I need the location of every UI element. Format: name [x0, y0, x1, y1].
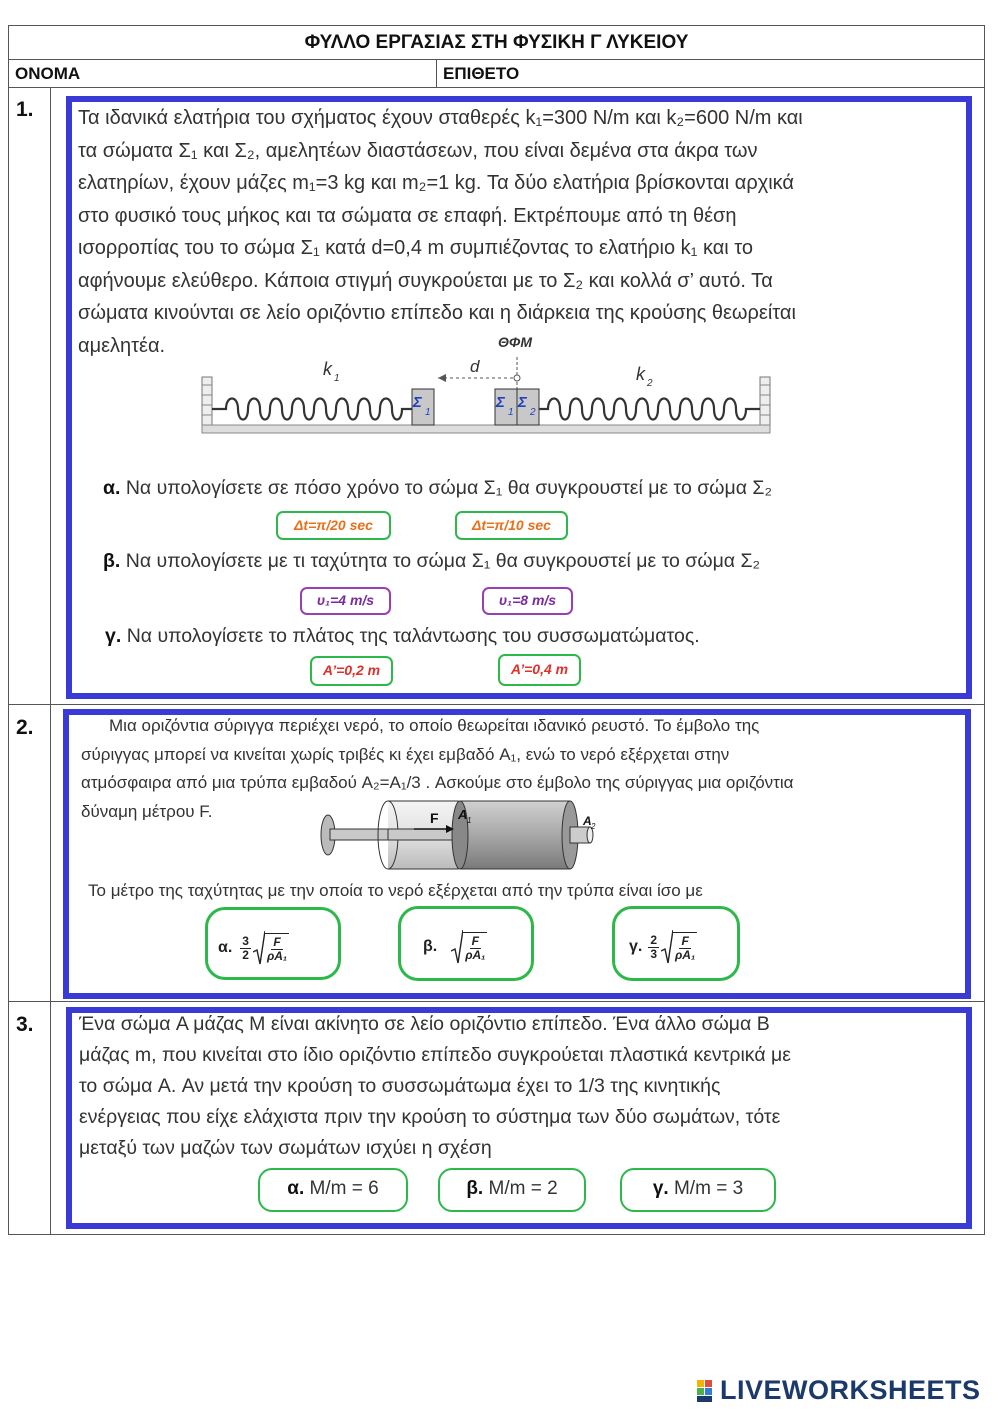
equilibrium-marker: [514, 375, 520, 381]
q1c-option-1-label: A’=0,2 m: [322, 662, 381, 678]
figure-sigma-label: Σ: [413, 394, 422, 411]
q1a-letter: α.: [103, 477, 121, 499]
q3-line: το σώμα A. Αν μετά την κρούση το συσσωμάτωμα έχει το 1/3 της κινητικής: [79, 1075, 721, 1097]
q1-subquestion-b: [103, 550, 760, 573]
question-1-text: [78, 102, 968, 362]
figure-sigma-label: Σ: [518, 394, 527, 411]
q1a-option-2-label: Δt=π/10 sec: [472, 517, 551, 533]
spring-k2: [539, 399, 760, 420]
q1b-option-1-label: υ₁=4 m/s: [316, 592, 375, 608]
q2b-radicand: [463, 932, 487, 962]
q1b-letter: β.: [103, 550, 121, 572]
q2-line: σύριγγας μπορεί να κινείται χωρίς τριβές κι έχει εμβαδό A₁, ενώ το νερό εξέρχεται στην: [81, 744, 730, 764]
q3a-letter: α.: [287, 1178, 305, 1199]
figure-thfm-label: ΘΦΜ: [498, 334, 533, 350]
worksheet-title-cell: [8, 25, 985, 60]
radical-icon: [253, 930, 265, 966]
row-divider-1: [8, 704, 985, 705]
figure-k2-label: k: [636, 364, 645, 384]
q1-line: ελατηρίων, έχουν μάζες m₁=3 kg και m₂=1 kg. Τα δύο ελατήρια βρίσκονται αρχικά: [78, 172, 794, 194]
liveworksheets-logo: LIVEWORKSHEETS: [720, 1375, 981, 1405]
liveworksheets-logo-icon: [697, 1380, 719, 1402]
q1-subquestion-a: [103, 477, 772, 500]
q2a-coefficient: [240, 935, 251, 962]
q2b-letter: β.: [423, 938, 438, 955]
q1-line: αφήνουμε ελεύθερο. Κάποια στιγμή συγκρούεται με το Σ₂ και κολλά σ’ αυτό. Τα: [78, 269, 773, 292]
q1c-letter: γ.: [105, 625, 122, 647]
q1c-text: Να υπολογίσετε το πλάτος της ταλάντωσης του συσσωματώματος.: [126, 625, 700, 647]
q2a-coef-num: 3: [242, 933, 249, 948]
q1c-option-1[interactable]: [310, 656, 393, 686]
q1c-option-2[interactable]: [498, 654, 581, 686]
q3-line: ενέργειας που είχε ελάχιστα πριν την κρούση το σύστημα των δύο σωμάτων, τότε: [79, 1106, 781, 1128]
name-cell[interactable]: [8, 59, 437, 88]
q3c-letter: γ.: [652, 1178, 669, 1199]
q2-question: Το μέτρο της ταχύτητας με την οποία το νερό εξέρχεται από την τρύπα είναι ίσο με: [88, 881, 703, 900]
q2c-rad-num: F: [681, 934, 689, 948]
figure-k2-sub: 2: [647, 378, 653, 389]
surname-label: ΕΠΙΘΕΤΟ: [443, 64, 520, 83]
q2b-rad-den: ρA₁: [465, 948, 486, 962]
q1-line: στο φυσικό τους μήκος και τα σώματα σε επαφή. Εκτρέπουμε από τη θέση: [78, 204, 737, 227]
radical-icon: [451, 929, 463, 965]
d-arrowhead: [438, 374, 446, 382]
q3b-letter: β.: [466, 1178, 484, 1199]
q1-line: σώματα κινούνται σε λείο οριζόντιο επίπεδο και η διάρκεια της κρούσης θεωρείται: [78, 302, 796, 324]
q1-line: αμελητέα.: [78, 334, 166, 357]
figure-sub-label: 1: [508, 407, 514, 418]
worksheet-title: ΦΥΛΛΟ ΕΡΓΑΣΙΑΣ ΣΤΗ ΦΥΣΙΚΗ Γ ΛΥΚΕΙΟΥ: [304, 32, 689, 53]
q1a-option-1-label: Δt=π/20 sec: [294, 517, 373, 533]
figure-A1-sub: 1: [467, 816, 472, 825]
q1a-text: Να υπολογίσετε σε πόσο χρόνο το σώμα Σ₁ θα συγκρουστεί με το σώμα Σ₂: [125, 477, 773, 499]
q3-option-a[interactable]: [258, 1168, 408, 1212]
q2a-letter: α.: [218, 939, 233, 956]
q3-line: μεταξύ των μαζών των σωμάτων ισχύει η σχέση: [79, 1137, 492, 1159]
q2a-rad-num: F: [273, 935, 281, 949]
table-column-divider: [50, 87, 51, 1235]
figure-A2-sub: 2: [591, 822, 596, 831]
question-number-3: 3.: [16, 1013, 34, 1036]
q2c-coef-num: 2: [650, 932, 658, 947]
q2-option-a[interactable]: [205, 907, 341, 980]
question-number-2: 2.: [16, 716, 34, 739]
floor: [202, 425, 770, 433]
row-divider-2: [8, 1001, 985, 1002]
q1-line: τα σώματα Σ₁ και Σ₂, αμελητέων διαστάσεων, που είναι δεμένα στα άκρα των: [78, 139, 758, 162]
syringe-figure: [318, 795, 608, 875]
q2-option-c[interactable]: [612, 906, 740, 981]
q2c-rad-den: ρA₁: [675, 948, 696, 962]
q2-line: ατμόσφαιρα από μια τρύπα εμβαδού A₂=A₁/3 . Ασκούμε στο έμβολο της σύριγγας μια οριζόντια: [81, 773, 794, 792]
q3-line: Ένα σώμα A μάζας M είναι ακίνητο σε λείο οριζόντιο επίπεδο. Ένα άλλο σώμα B: [79, 1013, 770, 1035]
name-label: ΟΝΟΜΑ: [15, 64, 81, 83]
q1-line: Τα ιδανικά ελατήρια του σχήματος έχουν σταθερές k₁=300 N/m και k₂=600 N/m και: [78, 107, 803, 129]
q2b-rad-num: F: [471, 934, 479, 948]
spring-k1: [212, 399, 412, 420]
q1a-option-2[interactable]: [455, 511, 568, 540]
q3-option-b[interactable]: [438, 1168, 586, 1212]
springs-figure: [198, 325, 783, 440]
figure-sigma-label: Σ: [496, 394, 505, 411]
q2c-coefficient: [648, 934, 659, 961]
q2a-radicand: [265, 933, 289, 963]
surname-cell[interactable]: [436, 59, 985, 88]
q2-option-b[interactable]: [398, 906, 534, 981]
q2-line: Μια οριζόντια σύριγγα περιέχει νερό, το οποίο θεωρείται ιδανικό ρευστό. Το έμβολο της: [109, 716, 760, 735]
q1b-option-1[interactable]: [300, 587, 391, 615]
q3c-text: M/m = 3: [673, 1178, 744, 1199]
figure-A2-label: A: [583, 814, 592, 828]
q2a-coef-den: 2: [242, 947, 249, 962]
figure-F-label: F: [430, 810, 439, 826]
q3b-text: M/m = 2: [488, 1178, 558, 1199]
water-section: [460, 801, 570, 869]
q3a-text: M/m = 6: [309, 1178, 379, 1199]
figure-d-label: d: [470, 357, 480, 376]
q2c-letter: γ.: [629, 938, 643, 955]
figure-A1-label: A: [458, 807, 468, 822]
q2-line: δύναμη μέτρου F.: [81, 801, 213, 821]
question-3-text: [79, 1009, 964, 1164]
q3-option-c[interactable]: [620, 1168, 776, 1212]
q2a-rad-den: ρA₁: [266, 949, 288, 963]
q1b-option-2[interactable]: [482, 587, 573, 615]
radical-icon: [661, 929, 673, 965]
q1a-option-1[interactable]: [276, 511, 391, 540]
figure-sub-label: 2: [530, 407, 536, 418]
figure-k1-label: k: [323, 359, 332, 379]
q1c-option-2-label: A’=0,4 m: [510, 661, 569, 677]
q2c-radicand: [673, 932, 697, 962]
q2c-coef-den: 3: [650, 946, 658, 961]
q1b-option-2-label: υ₁=8 m/s: [498, 592, 557, 608]
q3-line: μάζας m, που κινείται στο ίδιο οριζόντιο επίπεδο συγκρούεται πλαστικά κεντρικά με: [79, 1044, 791, 1066]
q1-line: ισορροπίας του το σώμα Σ₁ κατά d=0,4 m συμπιέζοντας το ελατήριο k₁ και το: [78, 237, 754, 259]
question-number-1: 1.: [16, 98, 34, 121]
q1b-text: Να υπολογίσετε με τι ταχύτητα το σώμα Σ₁ θα συγκρουστεί με το σώμα Σ₂: [125, 550, 761, 572]
figure-k1-sub: 1: [334, 373, 340, 384]
q1-subquestion-c: [105, 625, 700, 648]
figure-sub-label: 1: [425, 407, 431, 418]
